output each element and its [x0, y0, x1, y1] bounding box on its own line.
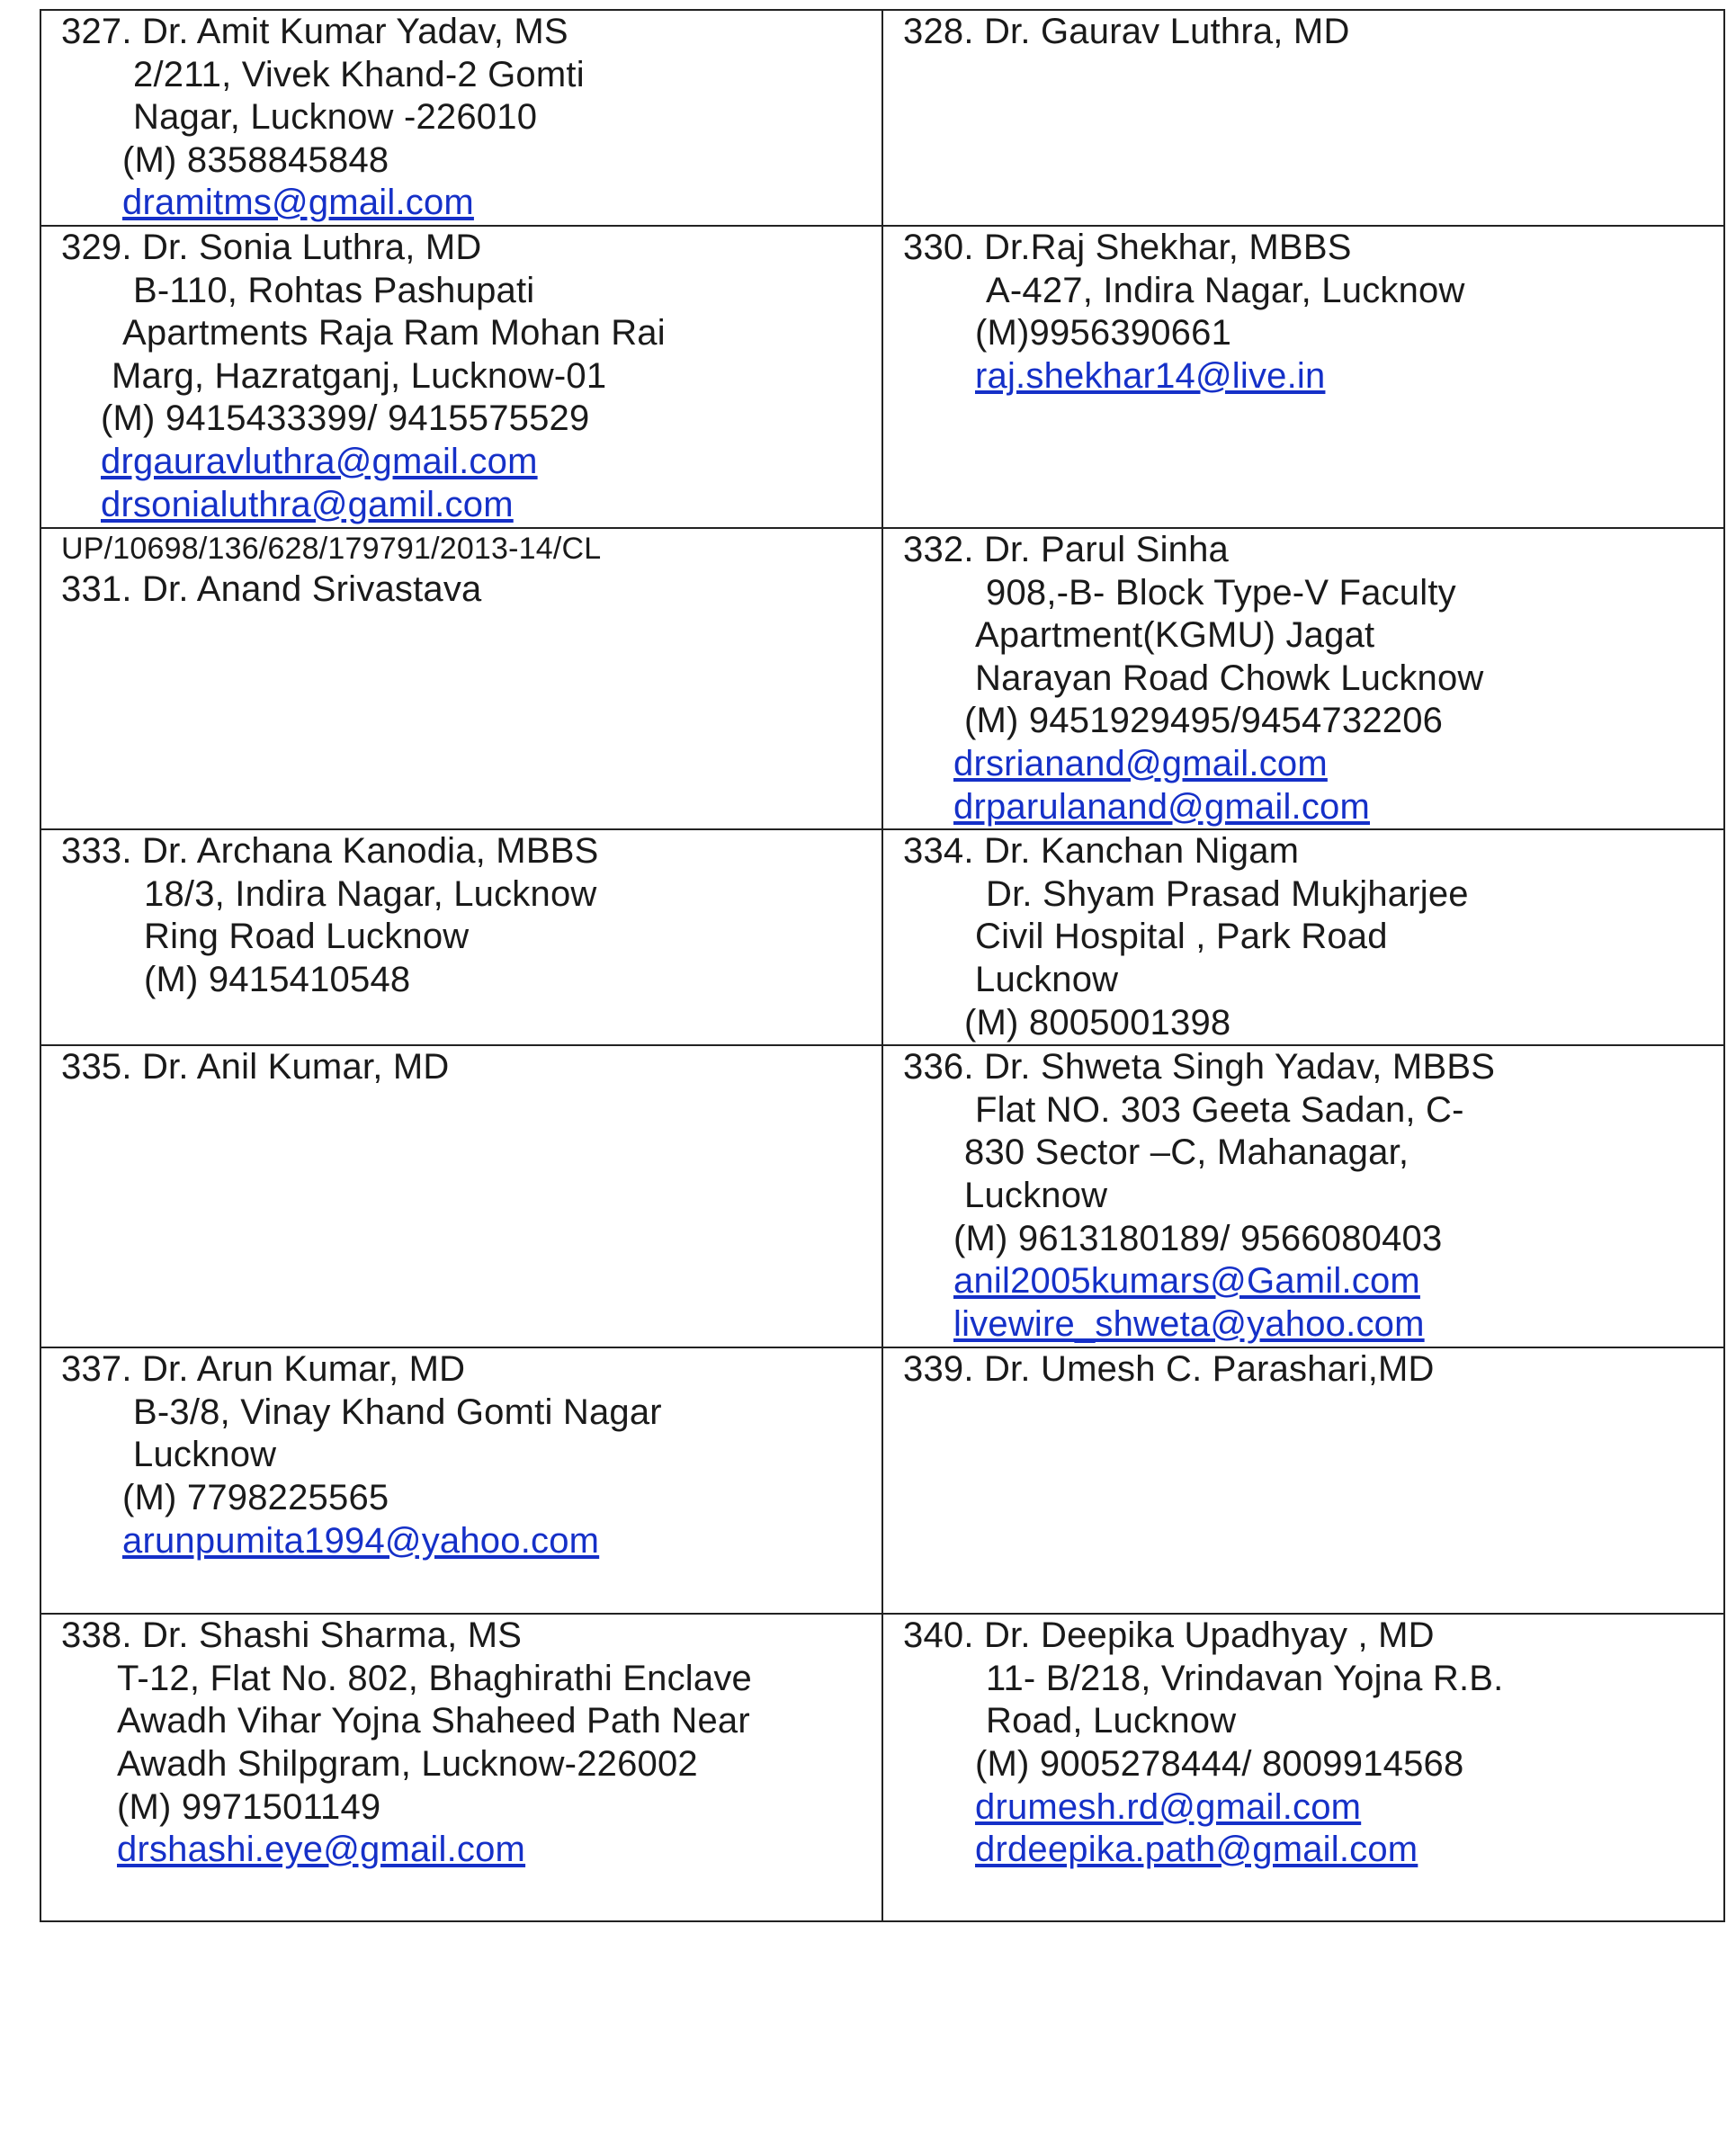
entry-title: 335. Dr. Anil Kumar, MD [61, 1047, 450, 1087]
entry-title: 329. Dr. Sonia Luthra, MD [61, 228, 482, 267]
phone-line: (M) 8358845848 [122, 139, 389, 180]
entry-title: 339. Dr. Umesh C. Parashari,MD [903, 1349, 1435, 1390]
entry-329 [40, 226, 882, 528]
address-line: 2/211, Vivek Khand-2 Gomti [133, 54, 585, 94]
entry-title: 332. Dr. Parul Sinha [903, 530, 1229, 569]
address-line: 830 Sector –C, Mahanagar, [964, 1132, 1409, 1173]
email-link[interactable]: drumesh.rd@gmail.com [975, 1786, 1362, 1827]
entry-title: 330. Dr.Raj Shekhar, MBBS [903, 228, 1352, 267]
email-link[interactable]: dramitms@gmail.com [122, 183, 474, 223]
address-line: Dr. Shyam Prasad Mukjharjee [986, 873, 1469, 914]
table-row [40, 10, 1724, 226]
email-link[interactable]: drdeepika.path@gmail.com [975, 1830, 1418, 1870]
table-row [40, 1347, 1724, 1614]
table-row [40, 829, 1724, 1045]
entry-334 [882, 829, 1724, 1045]
address-line: Lucknow [133, 1435, 277, 1475]
address-line: Awadh Vihar Yojna Shaheed Path Near [117, 1701, 750, 1741]
email-link[interactable]: arunpumita1994@yahoo.com [122, 1520, 600, 1561]
entry-327 [40, 10, 882, 226]
email-link[interactable]: drsrianand@gmail.com [953, 743, 1328, 783]
table-row [40, 1045, 1724, 1347]
entry-340 [882, 1614, 1724, 1921]
phone-line: (M) 9415433399/ 9415575529 [101, 398, 590, 439]
address-line: 11- B/218, Vrindavan Yojna R.B. [986, 1658, 1504, 1698]
address-line: Lucknow [975, 959, 1119, 999]
table-row [40, 226, 1724, 528]
entry-338 [40, 1614, 882, 1921]
entry-337 [40, 1347, 882, 1614]
address-line: 908,-B- Block Type-V Faculty [986, 572, 1456, 613]
entry-title: 331. Dr. Anand Srivastava [61, 569, 482, 609]
email-link[interactable]: raj.shekhar14@live.in [975, 355, 1326, 396]
entry-title: 333. Dr. Archana Kanodia, MBBS [61, 831, 599, 872]
address-line: A-427, Indira Nagar, Lucknow [986, 270, 1465, 310]
address-line: Ring Road Lucknow [144, 917, 470, 957]
email-link[interactable]: livewire_shweta@yahoo.com [953, 1303, 1425, 1344]
entry-title: 337. Dr. Arun Kumar, MD [61, 1349, 466, 1390]
phone-line: (M) 9613180189/ 9566080403 [953, 1218, 1443, 1258]
entry-title: 340. Dr. Deepika Upadhyay , MD [903, 1615, 1435, 1656]
entry-title: 328. Dr. Gaurav Luthra, MD [903, 12, 1350, 51]
address-line: Narayan Road Chowk Lucknow [975, 658, 1484, 698]
phone-line: (M) 9415410548 [144, 959, 411, 999]
entry-330 [882, 226, 1724, 528]
email-link[interactable]: drshashi.eye@gmail.com [117, 1830, 526, 1870]
address-line: 18/3, Indira Nagar, Lucknow [144, 873, 597, 914]
address-line: Marg, Hazratganj, Lucknow-01 [112, 355, 607, 396]
entry-title: 336. Dr. Shweta Singh Yadav, MBBS [903, 1047, 1496, 1087]
address-line: T-12, Flat No. 802, Bhaghirathi Enclave [117, 1658, 752, 1698]
address-line: Flat NO. 303 Geeta Sadan, C- [975, 1089, 1464, 1130]
address-line: B-110, Rohtas Pashupati [133, 270, 535, 310]
email-link[interactable]: anil2005kumars@Gamil.com [953, 1261, 1420, 1302]
address-line: Lucknow [964, 1175, 1108, 1215]
address-line: Road, Lucknow [986, 1701, 1237, 1741]
entry-333 [40, 829, 882, 1045]
table-row [40, 528, 1724, 829]
phone-line: (M) 7798225565 [122, 1477, 389, 1517]
entry-335 [40, 1045, 882, 1347]
phone-line: (M) 9451929495/9454732206 [964, 701, 1444, 741]
entry-title: 327. Dr. Amit Kumar Yadav, MS [61, 12, 568, 51]
address-line: Awadh Shilpgram, Lucknow-226002 [117, 1743, 698, 1784]
entry-title: 338. Dr. Shashi Sharma, MS [61, 1615, 523, 1656]
entry-328 [882, 10, 1724, 226]
entry-336 [882, 1045, 1724, 1347]
phone-line: (M) 9005278444/ 8009914568 [975, 1743, 1464, 1784]
address-line: Apartment(KGMU) Jagat [975, 615, 1375, 656]
phone-line: (M)9956390661 [975, 313, 1232, 354]
email-link[interactable]: drgauravluthra@gmail.com [101, 441, 538, 481]
entry-339 [882, 1347, 1724, 1614]
entry-331 [40, 528, 882, 829]
registration-number: UP/10698/136/628/179791/2013-14/CL [61, 532, 602, 566]
table-row [40, 1614, 1724, 1921]
email-link[interactable]: drsonialuthra@gamil.com [101, 484, 514, 524]
email-link[interactable]: drparulanand@gmail.com [953, 786, 1371, 827]
address-line: Civil Hospital , Park Road [975, 917, 1388, 957]
doctor-directory-table [40, 9, 1725, 1922]
phone-line: (M) 8005001398 [964, 1002, 1231, 1043]
address-line: Nagar, Lucknow -226010 [133, 97, 538, 138]
entry-title: 334. Dr. Kanchan Nigam [903, 831, 1300, 872]
address-line: Apartments Raja Ram Mohan Rai [122, 313, 666, 354]
address-line: B-3/8, Vinay Khand Gomti Nagar [133, 1392, 662, 1432]
phone-line: (M) 9971501149 [117, 1786, 381, 1827]
entry-332 [882, 528, 1724, 829]
